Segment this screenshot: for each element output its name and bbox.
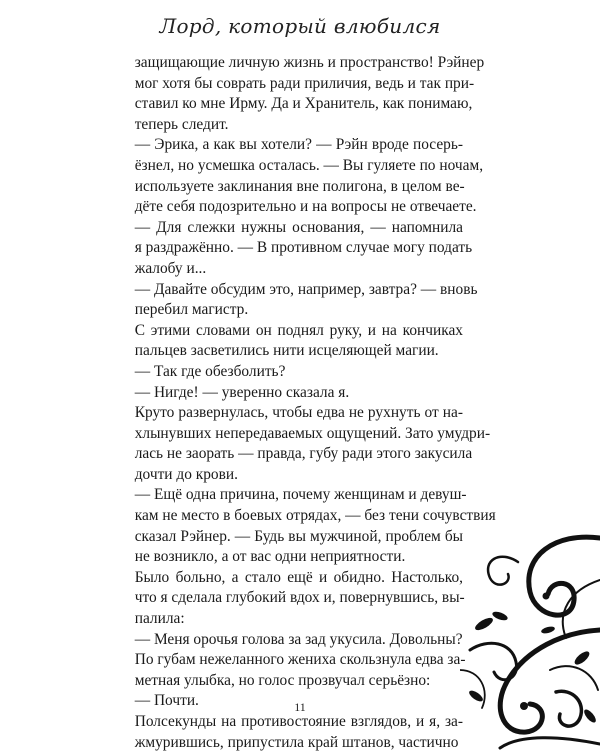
paragraph bbox=[117, 650, 466, 691]
decorative-flourish bbox=[460, 520, 600, 750]
paragraph bbox=[117, 630, 463, 651]
text-line: — Так где обезболить? bbox=[134, 362, 286, 380]
text-line: Полсекунды на противостояние взглядов, и я, за- bbox=[134, 713, 463, 730]
text-line: — Меня орочья голова за зад укусила. Довольны? bbox=[134, 630, 463, 648]
text-line: метная улыбка, но голос прозвучал серьёзно: bbox=[134, 671, 431, 689]
text-line: перебил магистр. bbox=[134, 301, 249, 319]
text-line: защищающие личную жизнь и пространство! Рэйнер bbox=[134, 54, 485, 71]
text-line: не возникло, а от вас одни неприятности. bbox=[134, 548, 406, 566]
text-line: что я сделала глубокий вдох и, повернувшись, вы- bbox=[134, 589, 465, 607]
paragraph bbox=[117, 53, 485, 135]
body-text bbox=[117, 53, 496, 753]
page-number: 11 bbox=[294, 700, 306, 714]
text-line: жмурившись, припустила край штанов, частично bbox=[134, 733, 459, 751]
text-line: теперь следит. bbox=[134, 115, 229, 133]
text-line: мог хотя бы соврать ради приличия, ведь и так при- bbox=[134, 74, 475, 92]
text-line: ставил ко мне Ирму. Да и Хранитель, как понимаю, bbox=[134, 95, 473, 113]
paragraph bbox=[117, 135, 484, 217]
text-line: — Ещё одна причина, почему женщинам и девуш- bbox=[134, 486, 467, 504]
text-line: дёте себя подозрительно и на вопросы не отвечаете. bbox=[134, 198, 477, 216]
text-line: хлынувших непередаваемых ощущений. Зато умудри- bbox=[134, 424, 491, 442]
text-line: Было больно, а стало ещё и обидно. Настолько, bbox=[134, 568, 463, 586]
text-line: — Давайте обсудим это, например, завтра? — вновь bbox=[134, 280, 478, 298]
text-line: кам не место в боевых отрядах, — без тени сочувствия bbox=[134, 507, 496, 525]
paragraph bbox=[117, 403, 491, 485]
text-line: жалобу и... bbox=[134, 259, 207, 277]
text-line: используете заклинания вне полигона, в целом ве- bbox=[134, 177, 465, 195]
text-line: палила: bbox=[134, 610, 185, 628]
text-line: По губам нежеланного жениха скользнула едва за- bbox=[134, 651, 466, 669]
paragraph bbox=[117, 218, 473, 280]
paragraph bbox=[117, 568, 463, 630]
text-line: пальцев засветились нити исцеляющей магии. bbox=[134, 342, 439, 360]
running-head: Лорд, который влюбился bbox=[159, 14, 441, 38]
paragraph bbox=[117, 321, 463, 362]
paragraph bbox=[117, 712, 463, 753]
paragraph bbox=[117, 280, 478, 321]
text-line: ёзнел, но усмешка осталась. — Вы гуляете по ночам, bbox=[134, 156, 484, 174]
paragraph bbox=[117, 383, 463, 404]
text-line: С этими словами он поднял руку, и на кончиках bbox=[134, 321, 463, 339]
text-line: — Нигде! — уверенно сказала я. bbox=[134, 383, 350, 401]
paragraph bbox=[117, 362, 463, 383]
text-line: сказал Рэйнер. — Будь вы мужчиной, проблем бы bbox=[134, 527, 463, 545]
text-line: дочти до крови. bbox=[134, 465, 238, 483]
text-line: — Почти. bbox=[134, 692, 199, 710]
text-line: — Эрика, а как вы хотели? — Рэйн вроде посерь- bbox=[134, 136, 463, 154]
text-line: лась не заорать — правда, губу ради этого закусила bbox=[134, 445, 473, 463]
text-line: я раздражённо. — В противном случае могу подать bbox=[134, 239, 473, 257]
text-line: — Для слежки нужны основания, — напомнила bbox=[134, 218, 463, 236]
text-line: Круто развернулась, чтобы едва не рухнуть от на- bbox=[134, 404, 463, 422]
paragraph bbox=[117, 485, 496, 567]
